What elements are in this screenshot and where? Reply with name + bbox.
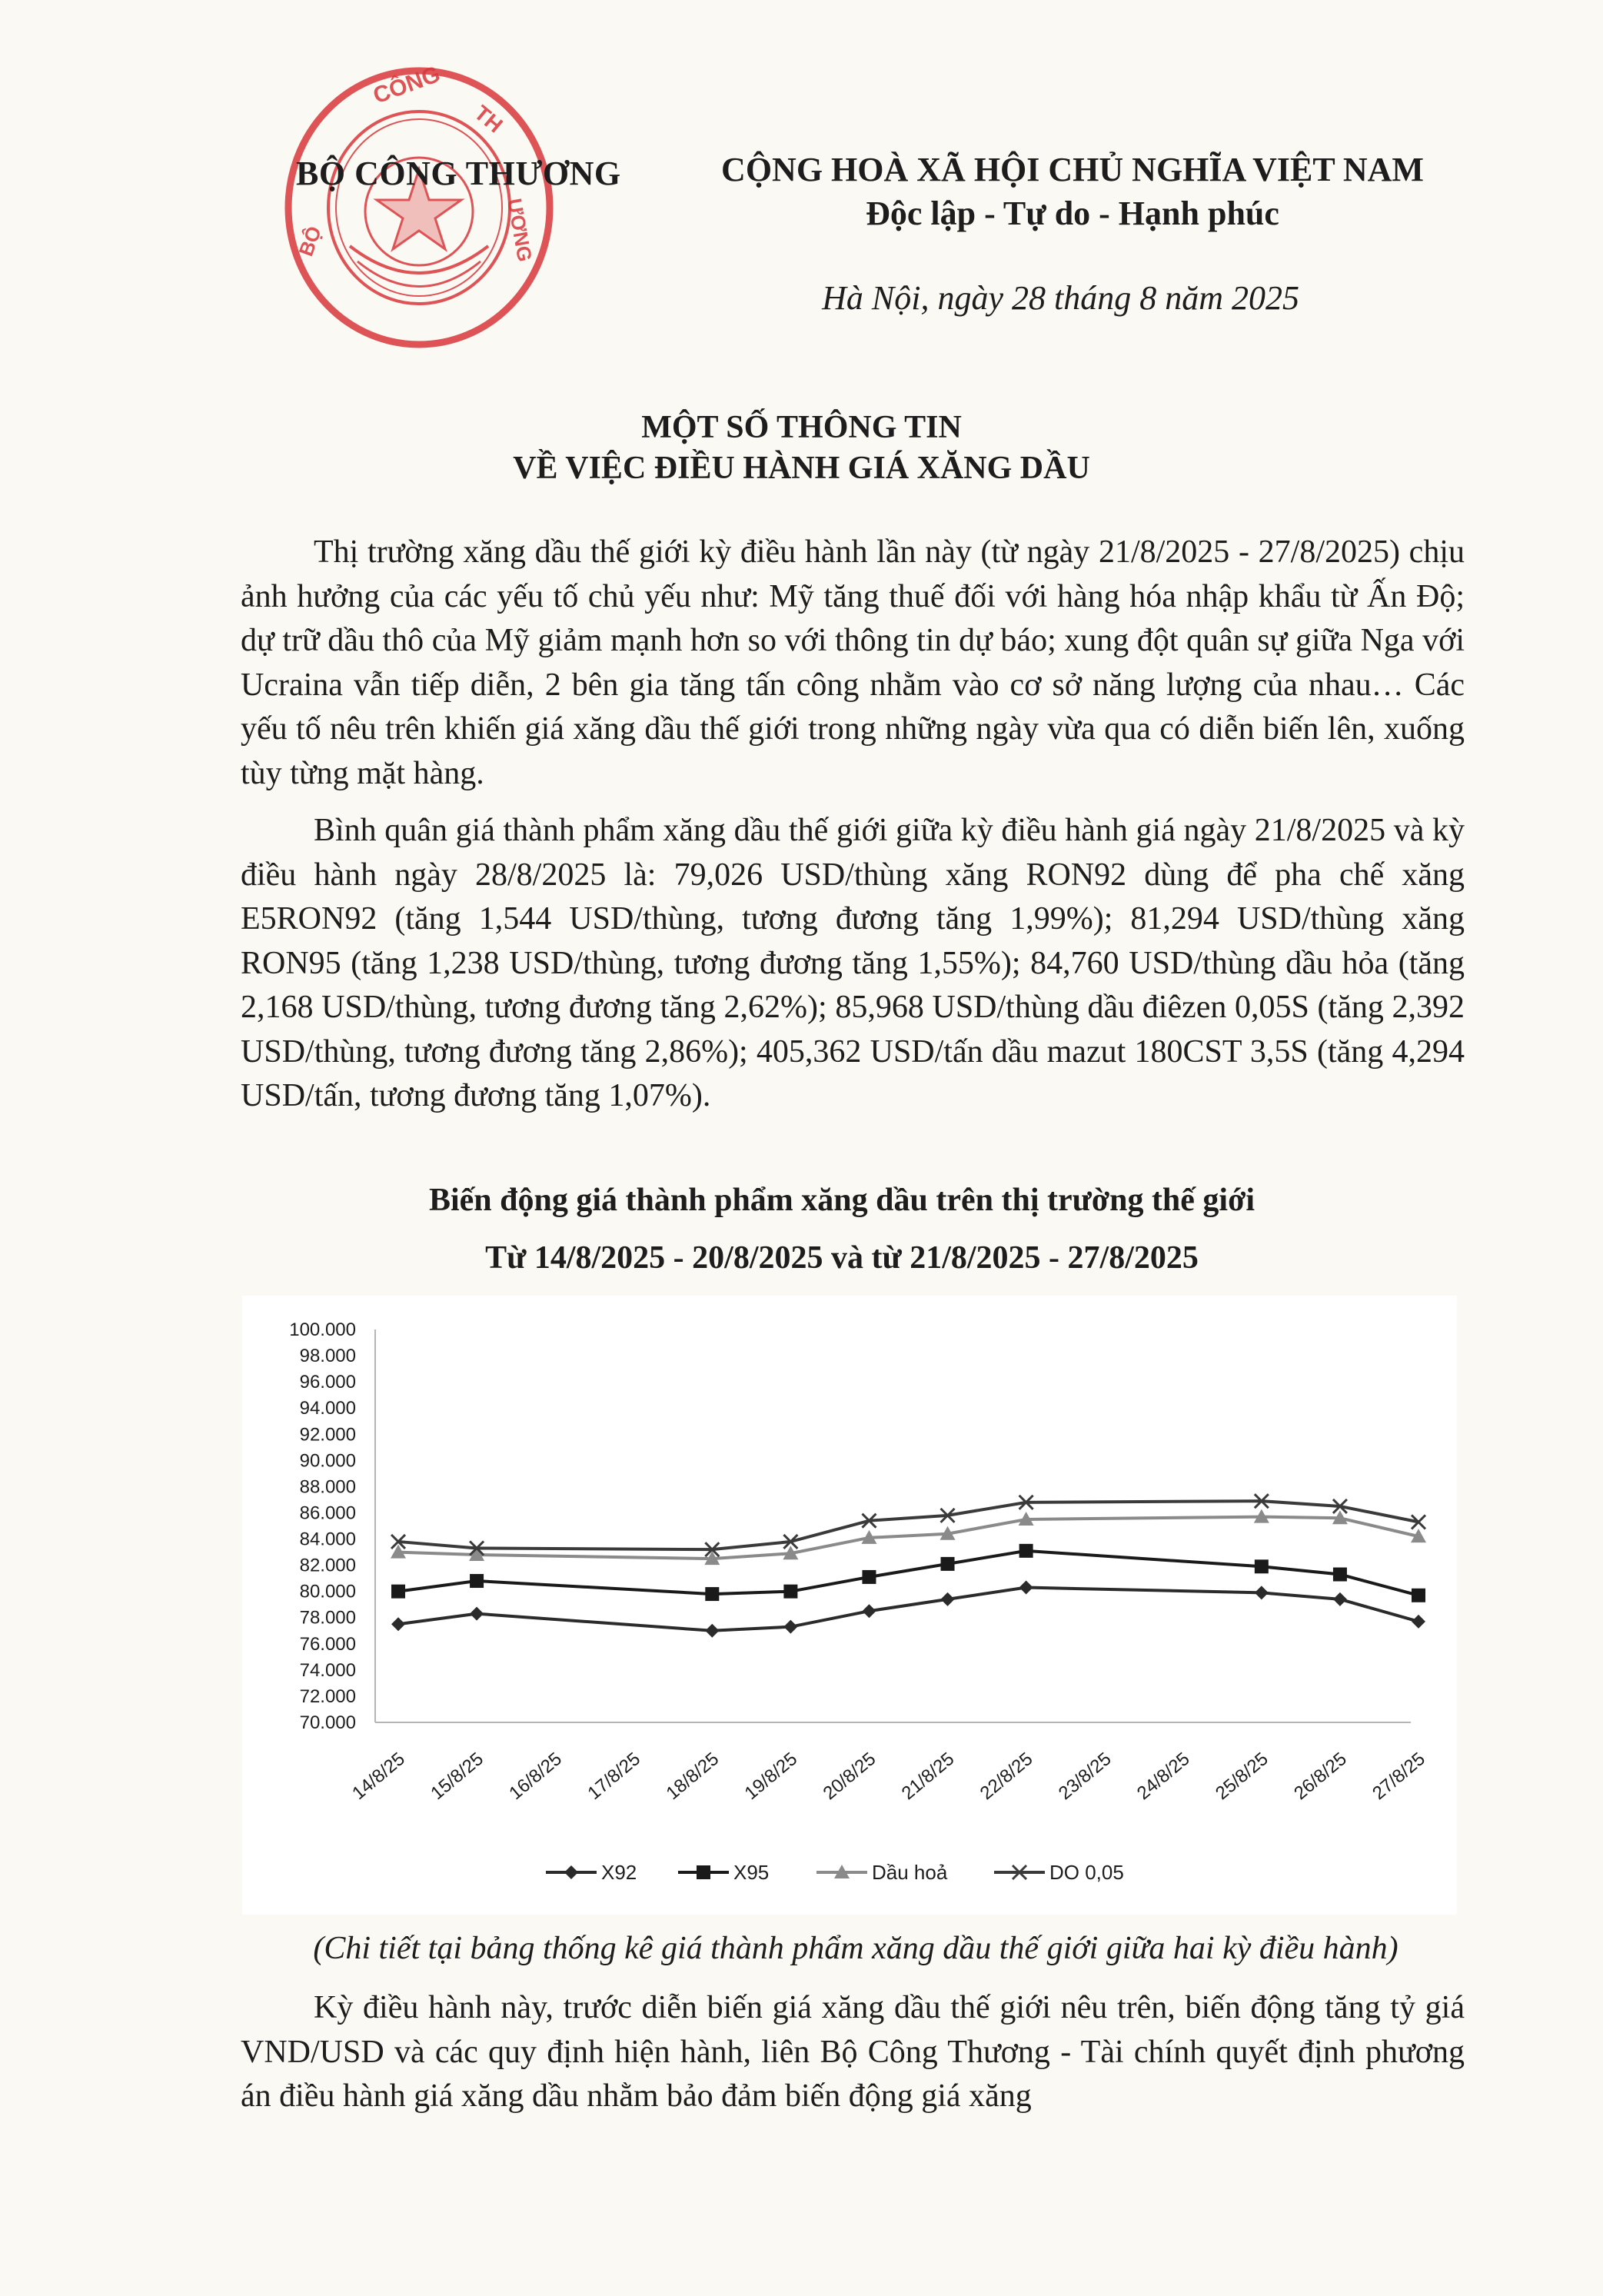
- document-title-line2: VỀ VIỆC ĐIỀU HÀNH GIÁ XĂNG DẦU: [513, 451, 1090, 486]
- chart-title-line2: Từ 14/8/2025 - 20/8/2025 và từ 21/8/2025 - 27/8/2025: [485, 1240, 1199, 1276]
- paragraph-2-text: Bình quân giá thành phẩm xăng dầu thế giới giữa kỳ điều hành giá ngày 21/8/2025 và kỳ điều hành ngày 28/8/2025 là: 79,026 USD/thùng xăng RON92 dùng để pha chế xăng E5RON92 (tăng 1,544 USD/thùng, tương đương tăng 1,99%); 81,294 USD/thùng xăng RON95 (tăng 1,238 USD/thùng, tương đương tăng 1,55%); 84,760 USD/thùng dầu hỏa (tăng 2,168 USD/thùng, tương đương tăng 2,62%); 85,968 USD/thùng dầu điêzen 0,05S (tăng 2,392 USD/thùng, tương đương tăng 2,86%); 405,362 USD/tấn dầu mazut 180CST 3,5S (tăng 4,294 USD/tấn, tương đương tăng 1,07%).: [241, 813, 1465, 1113]
- y-tick-label: 92.000: [299, 1424, 356, 1446]
- x-tick-label: 25/8/25: [1212, 1748, 1272, 1805]
- x-tick-label: 18/8/25: [662, 1748, 723, 1805]
- svg-text:TH: TH: [470, 100, 507, 138]
- y-tick-label: 80.000: [299, 1581, 356, 1602]
- svg-text:CÔNG: CÔNG: [370, 61, 444, 109]
- x-tick-label: 23/8/25: [1054, 1748, 1116, 1805]
- data-point: [941, 1592, 955, 1606]
- data-point: [1255, 1559, 1269, 1573]
- data-point: [1333, 1568, 1347, 1582]
- paragraph-2: [241, 809, 1465, 1119]
- x-tick-label: 17/8/25: [584, 1748, 645, 1805]
- data-point: [783, 1620, 797, 1634]
- series-line-3: [398, 1517, 1418, 1559]
- data-point: [391, 1585, 405, 1599]
- y-tick-label: 88.000: [299, 1476, 356, 1498]
- x-tick-label: 20/8/25: [819, 1748, 880, 1805]
- chart-caption: (Chi tiết tại bảng thống kê giá thành phẩm xăng dầu thế giới giữa hai kỳ điều hành): [313, 1931, 1398, 1966]
- y-tick-label: 82.000: [299, 1555, 356, 1576]
- x-tick-label: 15/8/25: [427, 1748, 487, 1805]
- paragraph-1: [241, 531, 1465, 796]
- y-tick-label: 98.000: [299, 1346, 356, 1367]
- data-point: [862, 1604, 876, 1618]
- legend-label: DO 0,05: [1049, 1861, 1124, 1884]
- legend-label: X92: [601, 1861, 637, 1884]
- paragraph-3-text: Kỳ điều hành này, trước diễn biến giá xăng dầu thế giới nêu trên, biến động tăng tỷ giá VND/USD và các quy định hiện hành, liên Bộ Công Thương - Tài chính quyết định phương án điều hành giá xăng dầu nhằm bảo đảm biến động giá xăng: [241, 1990, 1465, 2114]
- y-tick-label: 86.000: [299, 1502, 356, 1524]
- y-tick-label: 96.000: [299, 1372, 356, 1393]
- data-point: [1333, 1592, 1347, 1606]
- x-tick-label: 27/8/25: [1369, 1748, 1429, 1805]
- national-motto: Độc lập - Tự do - Hạnh phúc: [866, 195, 1279, 232]
- y-tick-label: 72.000: [299, 1685, 356, 1707]
- legend-item: [678, 1861, 769, 1884]
- svg-text:ƯƠNG: ƯƠNG: [503, 196, 537, 264]
- data-point: [1412, 1589, 1425, 1602]
- x-tick-label: 22/8/25: [976, 1748, 1037, 1805]
- document-date: Hà Nội, ngày 28 tháng 8 năm 2025: [822, 279, 1299, 317]
- legend-item: [546, 1861, 637, 1884]
- y-tick-label: 76.000: [299, 1633, 356, 1655]
- legend-item: [994, 1861, 1124, 1884]
- data-point: [470, 1607, 484, 1621]
- price-chart: [242, 1296, 1457, 1915]
- x-tick-label: 14/8/25: [348, 1748, 409, 1805]
- x-tick-label: 21/8/25: [897, 1748, 959, 1805]
- svg-text:BỘ: BỘ: [294, 223, 326, 260]
- y-tick-label: 70.000: [299, 1712, 356, 1733]
- data-point: [1019, 1581, 1033, 1595]
- y-tick-label: 90.000: [299, 1450, 356, 1472]
- y-tick-label: 84.000: [299, 1529, 356, 1550]
- legend-item: [816, 1861, 948, 1884]
- data-point: [1019, 1544, 1033, 1558]
- data-point: [862, 1570, 876, 1584]
- document-title-line1: MỘT SỐ THÔNG TIN: [641, 410, 962, 445]
- price-line-chart: [242, 1296, 1457, 1915]
- series-line-4: [398, 1501, 1418, 1549]
- paragraph-1-text: Thị trường xăng dầu thế giới kỳ điều hành lần này (từ ngày 21/8/2025 - 27/8/2025) chịu ảnh hưởng của các yếu tố chủ yếu như: Mỹ tăng thuế đối với hàng hóa nhập khẩu từ Ấn Độ; dự trữ dầu thô của Mỹ giảm mạnh hơn so với thông tin dự báo; xung đột quân sự giữa Nga với Ucraina vẫn tiếp diễn, 2 bên gia tăng tấn công nhằm vào cơ sở năng lượng của nhau… Các yếu tố nêu trên khiến giá xăng dầu thế giới trong những ngày vừa qua có diễn biến lên, xuống tùy từng mặt hàng.: [241, 534, 1465, 791]
- ministry-seal-stamp: [277, 54, 561, 361]
- legend-label: Dầu hoả: [872, 1861, 948, 1884]
- y-tick-label: 100.000: [289, 1319, 356, 1340]
- x-tick-label: 26/8/25: [1290, 1748, 1351, 1805]
- x-tick-label: 24/8/25: [1132, 1748, 1194, 1805]
- data-point: [391, 1617, 405, 1631]
- data-point: [1412, 1615, 1425, 1629]
- data-point: [941, 1557, 955, 1571]
- data-point: [705, 1624, 719, 1638]
- data-point: [705, 1587, 719, 1601]
- x-tick-label: 19/8/25: [740, 1748, 802, 1805]
- data-point: [470, 1574, 484, 1588]
- paragraph-3: [241, 1986, 1465, 2119]
- data-point: [1255, 1586, 1269, 1599]
- national-title: CỘNG HOÀ XÃ HỘI CHỦ NGHĨA VIỆT NAM: [721, 151, 1424, 188]
- ministry-name: BỘ CÔNG THƯƠNG: [296, 155, 621, 192]
- y-tick-label: 94.000: [299, 1398, 356, 1419]
- chart-title-line1: Biến động giá thành phẩm xăng dầu trên thị trường thế giới: [428, 1183, 1255, 1218]
- legend-marker: [697, 1865, 710, 1879]
- data-point: [783, 1585, 797, 1599]
- legend-marker: [564, 1865, 578, 1879]
- y-tick-label: 78.000: [299, 1607, 356, 1629]
- x-tick-label: 16/8/25: [505, 1748, 567, 1805]
- y-tick-label: 74.000: [299, 1659, 356, 1681]
- legend-label: X95: [733, 1861, 770, 1884]
